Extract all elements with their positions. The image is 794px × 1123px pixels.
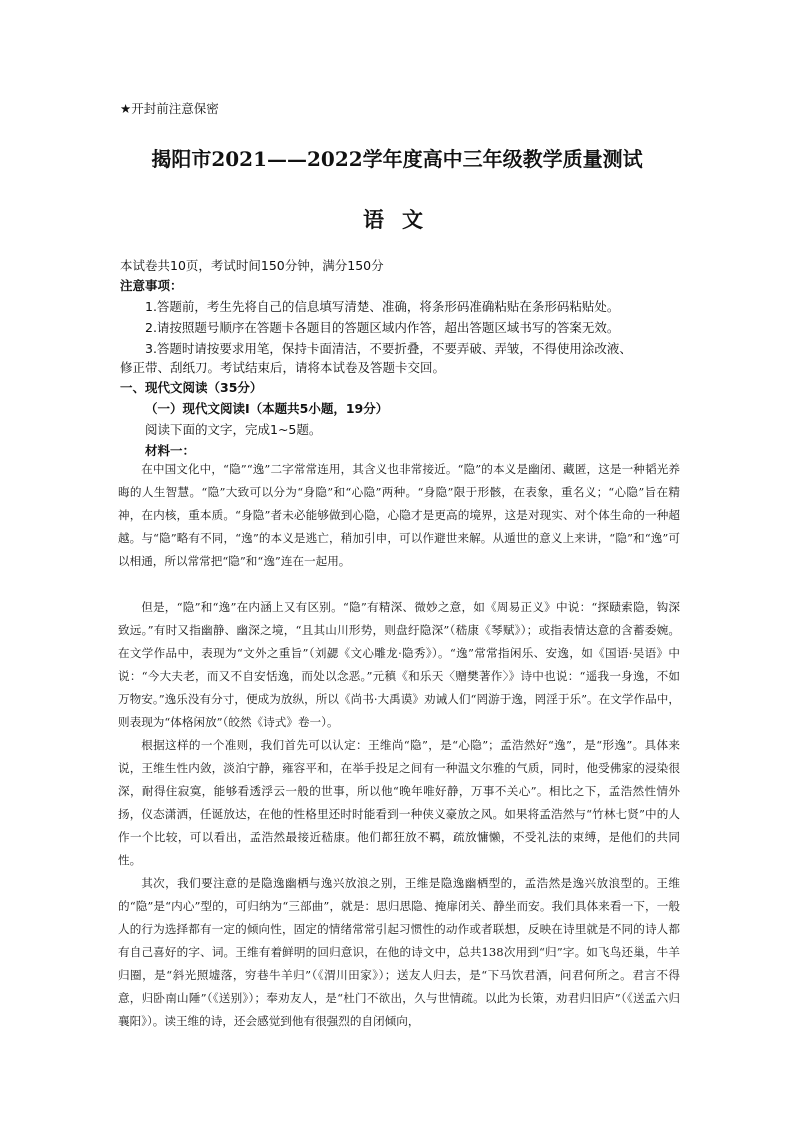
note-item-3-continued: 修正带、刮纸刀。考试结束后，请将本试卷及答题卡交回。 <box>120 360 446 375</box>
paragraph-3: 根据这样的一个准则，我们首先可以认定：王维尚“隐”，是“心隐”；孟浩然好“逸”，是“形逸”。具体来说，王维生性内敛，淡泊宁静，雍容平和，在举手投足之间有一种温文尔雅的气质，同时，他受佛家的浸染很深，耐得住寂寞，能够看透浮云一般的世事，所以他“晚年唯好静，万事不关心”。相比之下，孟浩然性情外扬，仪态潇洒，任诞放达，在他的性格里还时时能看到一种侠义豪放之风。如果将孟浩然与“竹林七贤”中的人作一个比较，可以看出，孟浩然最接近嵇康。他们都狂放不羁，疏放慵懒，不受礼法的束缚，是他们的共同性。 <box>118 738 680 867</box>
exam-title: 揭阳市2021——2022学年度高中三年级教学质量测试 <box>151 147 643 171</box>
exam-info: 本试卷共10页，考试时间150分钟，满分150分 <box>120 258 384 273</box>
note-item-2: 2.请按照题号顺序在答题卡各题目的答题区域内作答，超出答题区域书写的答案无效。 <box>145 320 620 335</box>
material-label: 材料一： <box>145 443 196 458</box>
paragraph-1: 在中国文化中，“隐”“逸”二字常常连用，其含义也非常接近。“隐”的本义是幽闭、藏匿，这是一种韬光养晦的人生智慧。“隐”大致可以分为“身隐”和“心隐”两种。“身隐”限于形骸，在表象，重名义；“心隐”旨在精神，在内核，重本质。“身隐”者未必能够做到心隐，心隐才是更高的境界，这是对现实、对个体生命的一种超越。与“隐”略有不同，“逸”的本义是逃亡，稍加引申，可以作避世来解。从遁世的意义上来讲，“隐”和“逸”可以相通，所以常常把“隐”和“逸”连在一起用。 <box>118 462 680 568</box>
paragraph-2: 但是，“隐”和“逸”在内涵上又有区别。“隐”有精深、微妙之意，如《周易正义》中说：“探赜索隐，钩深致远。”有时又指幽静、幽深之境，“且其山川形势，则盘纡隐深”（嵇康《琴赋》）；或指表情达意的含蓄委婉。在文学作品中，表现为“文外之重旨”（刘勰《文心雕龙·隐秀》）。“逸”常常指闲乐、安逸，如《国语·吴语》中说：“今大夫老，而又不自安恬逸，而处以念恶。”元稹《和乐天〈赠樊著作〉》诗中也说：“遥我一身逸，不如万物安。”逸乐没有分寸，便成为放纵，所以《尚书·大禹谟》劝诫人们“罔游于逸，罔淫于乐”。在文学作品中，则表现为“体格闲放”（皎然《诗式》卷一）。 <box>118 600 680 729</box>
section-title: 一、现代文阅读（35分） <box>120 380 263 395</box>
note-item-3: 3.答题时请按要求用笔，保持卡面清洁，不要折叠，不要弄破、弄皱，不得使用涂改液、 <box>145 341 632 356</box>
notes-title: 注意事项： <box>120 278 183 293</box>
confidential-notice: ★开封前注意保密 <box>120 101 219 116</box>
reading-instruction: 阅读下面的文字，完成1~5题。 <box>145 422 322 437</box>
subject-title: 语文 <box>363 207 441 232</box>
note-item-1: 1.答题前，考生先将自己的信息填写清楚、准确，将条形码准确粘贴在条形码粘贴处。 <box>145 299 620 314</box>
subsection-title: （一）现代文阅读Ⅰ（本题共5小题，19分） <box>145 401 389 416</box>
paragraph-4: 其次，我们要注意的是隐逸幽栖与逸兴放浪之别，王维是隐逸幽栖型的，孟浩然是逸兴放浪型的。王维的“隐”是“内心”型的，可归纳为“三部曲”，就是：思归思隐、掩扉闭关、静坐而安。我们具体来看一下，一般人的行为选择都有一定的倾向性，固定的情绪常常引起习惯性的动作或者联想，反映在诗里就是不同的诗人都有自己喜好的字、词。王维有着鲜明的回归意识，在他的诗文中，总共138次用到“归”字。如飞鸟还巢，牛羊归圈，是“斜光照墟落，穷巷牛羊归”（《渭川田家》）；送友人归去，是“下马饮君酒，问君何所之。君言不得意，归卧南山陲”（《送别》）；奉劝友人，是“杜门不欲出，久与世情疏。以此为长策，劝君归旧庐”（《送孟六归襄阳》）。读王维的诗，还会感觉到他有很强烈的自闭倾向， <box>118 876 680 1028</box>
